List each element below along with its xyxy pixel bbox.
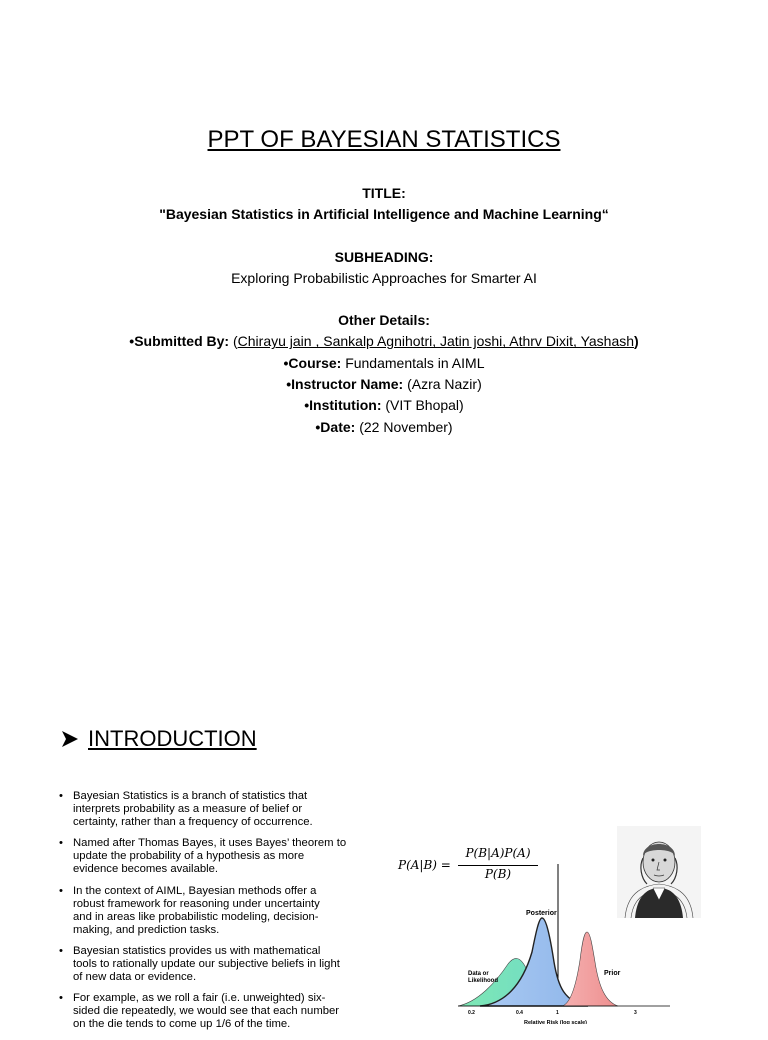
prior-label: Prior (604, 970, 621, 977)
bullet-line: Bayesian statistics provides us with mathematical (73, 944, 321, 957)
course-line (0, 353, 768, 374)
tick-label: 1 (556, 1010, 559, 1016)
bullet-line: interprets probability as a measure of belief or (73, 803, 303, 816)
subheading-value: Exploring Probabilistic Approaches for Smarter AI (231, 269, 537, 286)
details-block (0, 183, 768, 438)
other-details-label: Other Details: (338, 312, 430, 329)
bullet-line: certainty, rather than a frequency of occurrence. (73, 816, 313, 829)
date-line (0, 417, 768, 438)
submitted-by-value: Chirayu jain , Sankalp Agnihotri, Jatin joshi, Athrv Dixit, Yashash (237, 333, 635, 350)
bullet-line: Bayesian Statistics is a branch of statistics that (73, 790, 308, 802)
list-item (56, 945, 376, 984)
instructor-value: (Azra Nazir) (407, 376, 482, 393)
bullet-line: and in areas like probabilistic modeling, decision- (73, 910, 319, 923)
introduction-title: INTRODUCTION (88, 726, 257, 751)
submitted-by-paren-open: ( (232, 333, 238, 350)
date-label: •Date: (315, 418, 360, 435)
bullet-line: on the die tends to come up 1/6 of the time. (73, 1018, 291, 1031)
introduction-slide (0, 700, 768, 1031)
bullet-dot: • (59, 944, 63, 957)
arrow-bullet-icon (60, 729, 80, 749)
course-value: Fundamentals in AIML (345, 354, 485, 371)
introduction-heading (60, 724, 257, 754)
bullet-line: For example, as we roll a fair (i.e. unweighted) six- (73, 992, 326, 1005)
bullet-dot: • (59, 790, 63, 802)
formula-numerator: P(B|A)P(A) (465, 846, 531, 860)
tick-label: 0.2 (468, 1010, 475, 1016)
bullet-line: of new data or evidence. (73, 971, 197, 984)
bullet-line: In the context of AIML, Bayesian methods offer a (73, 884, 317, 897)
bullet-line: evidence becomes available. (73, 863, 219, 876)
bullet-line: tools to rationally update our subjective beliefs in light (73, 958, 340, 971)
subheading-label: SUBHEADING: (334, 248, 434, 265)
course-label: •Course: (283, 354, 346, 371)
bullet-dot: • (59, 992, 63, 1005)
list-item (56, 885, 376, 937)
institution-value: (VIT Bhopal) (385, 397, 464, 414)
date-value: (22 November) (359, 418, 453, 435)
submitted-by-label: •Submitted By: (129, 333, 233, 350)
bullet-line: Named after Thomas Bayes, it uses Bayes’ theorem to (73, 837, 347, 850)
bullet-list (56, 790, 376, 1040)
institution-label: •Institution: (304, 397, 386, 414)
list-item (56, 992, 376, 1031)
bullet-line: sided die repeatedly, we would see that each number (73, 1005, 340, 1018)
institution-line (0, 395, 768, 416)
list-item (56, 837, 376, 876)
tick-label: 3 (634, 1010, 637, 1016)
bullet-line: robust framework for reasoning under uncertainty (73, 897, 320, 910)
tick-label: 0.4 (516, 1010, 523, 1016)
bullet-line: update the probability of a hypothesis as more (73, 850, 305, 863)
prior-posterior-likelihood-figure (458, 860, 670, 1024)
bullet-line: making, and prediction tasks. (73, 923, 220, 936)
bullet-dot: • (59, 837, 63, 850)
data-label-line1: Data or (468, 971, 489, 977)
list-item (56, 790, 376, 829)
presentation-title: PPT OF BAYESIAN STATISTICS (207, 126, 561, 153)
title-label: TITLE: (362, 185, 406, 201)
instructor-line (0, 374, 768, 395)
bullet-dot: • (59, 884, 63, 897)
x-axis-label: Relative Risk (log scale) (524, 1020, 587, 1024)
posterior-label: Posterior (526, 910, 557, 917)
submitted-by-paren-close: ) (634, 333, 639, 350)
formula-lhs: P(A|B) = (398, 858, 451, 872)
formula-denominator: P(B) (484, 867, 512, 881)
submitted-by-line (0, 331, 768, 352)
title-value: "Bayesian Statistics in Artificial Intelligence and Machine Learning“ (159, 206, 609, 223)
instructor-label: •Instructor Name: (286, 376, 408, 393)
data-label-line2: Likelihood (468, 978, 498, 984)
